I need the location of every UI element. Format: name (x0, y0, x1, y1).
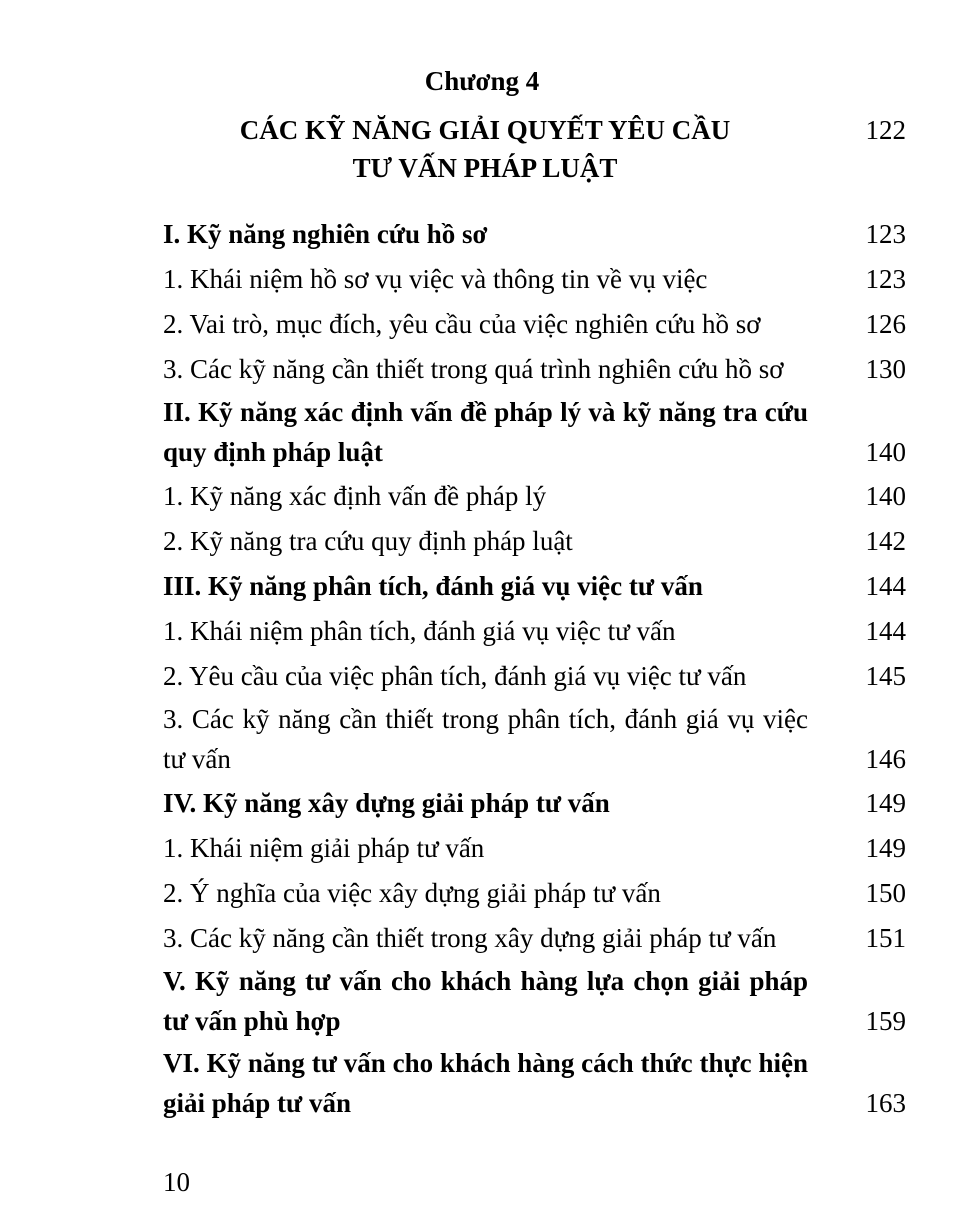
toc-entry-page: 144 (865, 616, 906, 646)
toc-item (163, 700, 906, 779)
chapter-page-number: 122 (865, 115, 906, 145)
toc-entry-title: 3. Các kỹ năng cần thiết trong phân tích, đánh giá vụ việc tư vấn (163, 704, 808, 774)
chapter-title-line-1: CÁC KỸ NĂNG GIẢI QUYẾT YÊU CẦU (239, 115, 731, 145)
toc-entry-title: II. Kỹ năng xác định vấn đề pháp lý và kỹ năng tra cứu quy định pháp luật (163, 397, 808, 467)
toc-entry-title: 1. Khái niệm phân tích, đánh giá vụ việc tư vấn (163, 616, 676, 646)
toc-entry-page: 123 (865, 264, 906, 294)
toc-entry-page: 144 (865, 571, 906, 601)
toc-entry-title: 2. Kỹ năng tra cứu quy định pháp luật (163, 526, 573, 556)
toc-section-6 (163, 1044, 906, 1123)
toc-entry-page: 126 (865, 309, 906, 339)
toc-entry-title: 1. Khái niệm hồ sơ vụ việc và thông tin về vụ việc (163, 264, 708, 294)
toc-section-4 (163, 782, 906, 824)
toc-entry-title: 3. Các kỹ năng cần thiết trong xây dựng giải pháp tư vấn (163, 923, 777, 953)
toc-entry-page: 123 (865, 219, 906, 249)
toc-entry-title: III. Kỹ năng phân tích, đánh giá vụ việc tư vấn (163, 571, 703, 601)
toc-section-1 (163, 213, 906, 255)
toc-item (163, 303, 906, 345)
toc-item (163, 655, 906, 697)
toc-entry-title: 1. Kỹ năng xác định vấn đề pháp lý (163, 481, 547, 511)
table-of-contents (163, 213, 906, 1126)
toc-entry-title: 3. Các kỹ năng cần thiết trong quá trình nghiên cứu hồ sơ (163, 354, 784, 384)
toc-entry-page: 163 (865, 1087, 906, 1118)
footer-page-number: 10 (163, 1167, 190, 1197)
toc-entry-page: 150 (865, 878, 906, 908)
toc-entry-title: 2. Ý nghĩa của việc xây dựng giải pháp tư vấn (163, 878, 661, 908)
toc-entry-title: 1. Khái niệm giải pháp tư vấn (163, 833, 485, 863)
toc-section-5 (163, 962, 906, 1041)
toc-entry-page: 142 (865, 526, 906, 556)
toc-item (163, 520, 906, 562)
toc-entry-page: 149 (865, 788, 906, 818)
chapter-title (160, 111, 810, 187)
toc-entry-page: 140 (865, 481, 906, 511)
toc-entry-page: 130 (865, 354, 906, 384)
toc-entry-page: 140 (865, 436, 906, 467)
toc-entry-title: IV. Kỹ năng xây dựng giải pháp tư vấn (163, 788, 610, 818)
toc-entry-title: I. Kỹ năng nghiên cứu hồ sơ (163, 219, 488, 249)
toc-entry-title: V. Kỹ năng tư vấn cho khách hàng lựa chọn giải pháp tư vấn phù hợp (163, 966, 808, 1036)
toc-entry-page: 151 (865, 923, 906, 953)
toc-entry-page: 145 (865, 661, 906, 691)
toc-entry-page: 159 (865, 1005, 906, 1036)
toc-item (163, 258, 906, 300)
chapter-title-line-2: TƯ VẤN PHÁP LUẬT (352, 153, 618, 183)
toc-entry-page: 149 (865, 833, 906, 863)
toc-entry-page: 146 (865, 743, 906, 774)
toc-entry-title: VI. Kỹ năng tư vấn cho khách hàng cách thức thực hiện giải pháp tư vấn (163, 1048, 808, 1118)
toc-section-3 (163, 565, 906, 607)
toc-item (163, 872, 906, 914)
chapter-label: Chương 4 (424, 66, 540, 96)
toc-item (163, 348, 906, 390)
toc-entry-title: 2. Vai trò, mục đích, yêu cầu của việc nghiên cứu hồ sơ (163, 309, 761, 339)
toc-section-2 (163, 393, 906, 472)
toc-item (163, 475, 906, 517)
toc-entry-title: 2. Yêu cầu của việc phân tích, đánh giá vụ việc tư vấn (163, 661, 747, 691)
toc-item (163, 827, 906, 869)
toc-item (163, 917, 906, 959)
toc-item (163, 610, 906, 652)
